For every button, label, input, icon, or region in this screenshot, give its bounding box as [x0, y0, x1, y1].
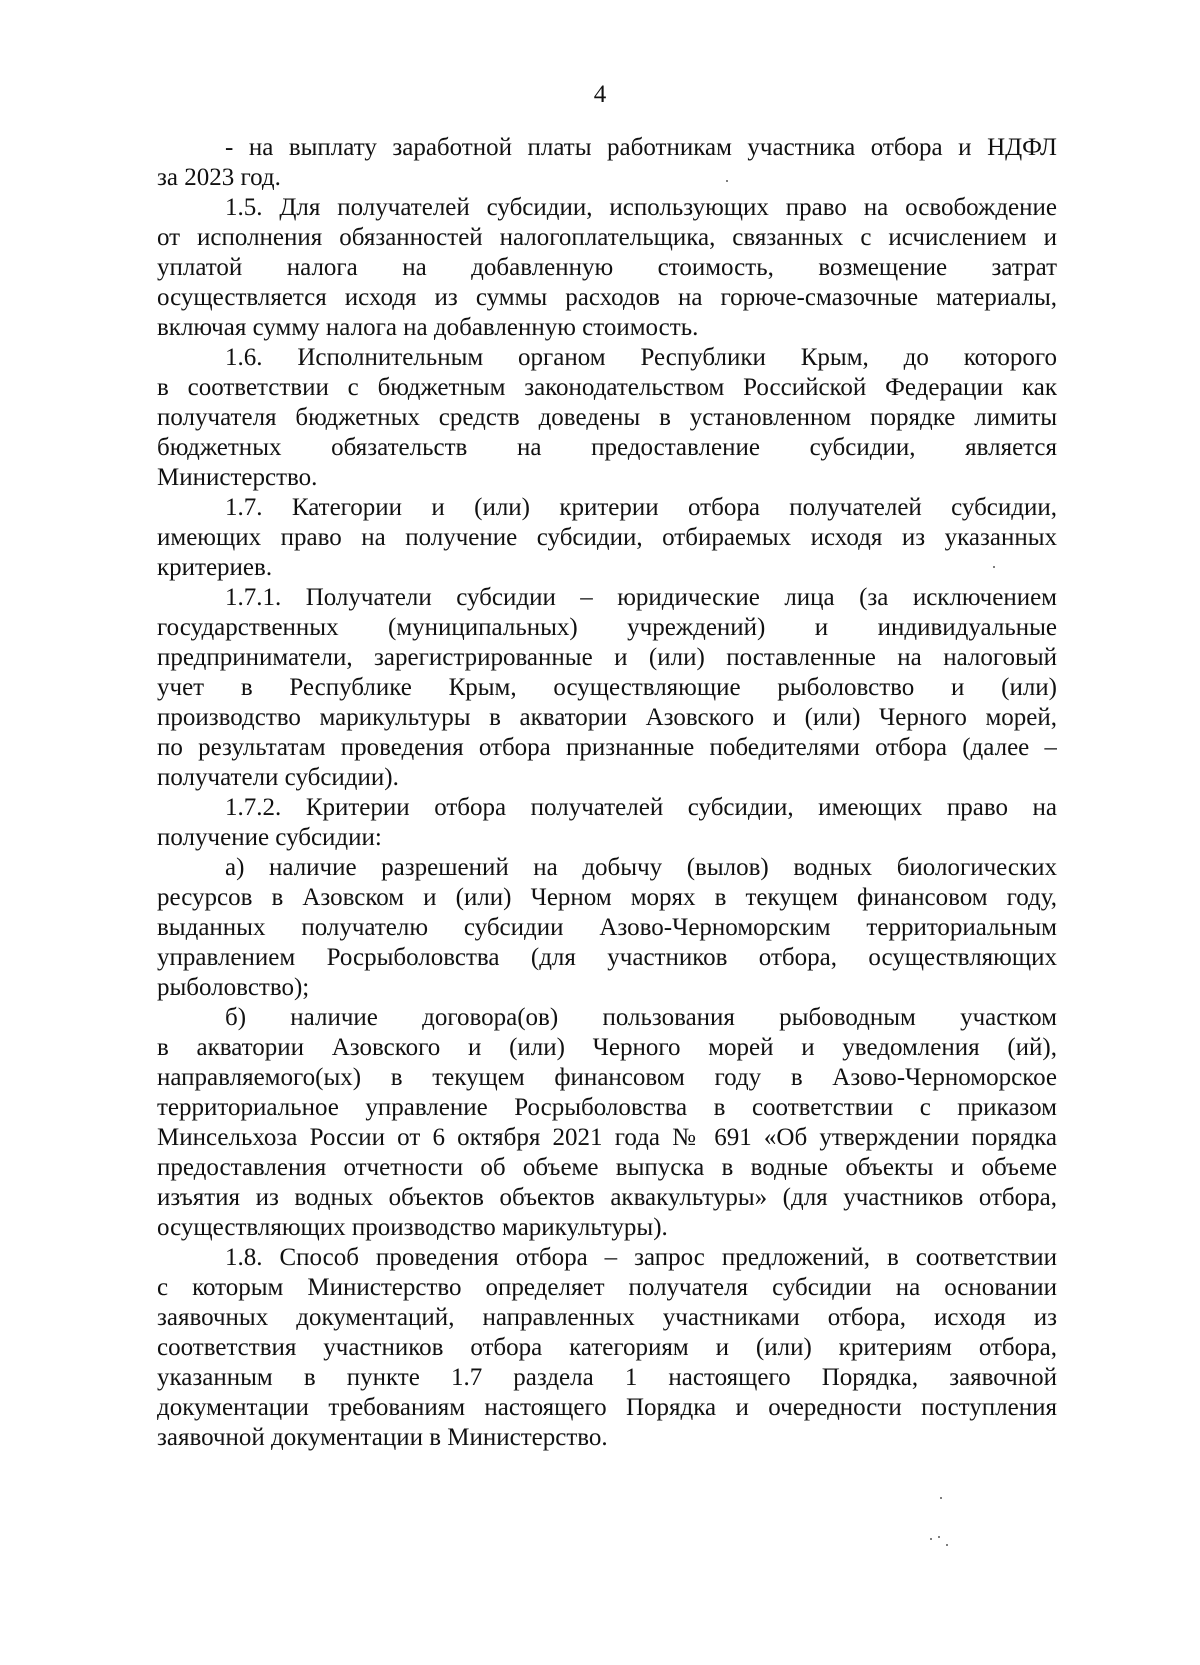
text-line: ресурсов в Азовском и (или) Черном морях в текущем финансовом году, [157, 884, 1057, 911]
scan-speck [993, 566, 995, 568]
text-line: рыболовство); [157, 974, 310, 1001]
text-line: осуществляется исходя из суммы расходов на горюче-смазочные материалы, [157, 284, 1057, 311]
text-line: за 2023 год. [157, 164, 281, 191]
paragraph [157, 343, 1057, 493]
text-line: направляемого(ых) в текущем финансовом году в Азово-Черноморское [157, 1064, 1057, 1091]
scan-speck [726, 180, 728, 182]
text-line: изъятия из водных объектов объектов аквакультуры» (для участников отбора, [157, 1184, 1057, 1211]
text-line: получателя бюджетных средств доведены в установленном порядке лимиты [157, 404, 1057, 431]
text-line: соответствия участников отбора категориям и (или) критериям отбора, [157, 1334, 1057, 1361]
scan-speck [938, 1536, 940, 1538]
page-number: 4 [593, 81, 607, 108]
text-line: уплатой налога на добавленную стоимость, возмещение затрат [157, 254, 1057, 281]
paragraph [157, 583, 1057, 793]
paragraph [157, 793, 1057, 853]
text-line: с которым Министерство определяет получателя субсидии на основании [157, 1274, 1057, 1301]
paragraph [157, 1003, 1057, 1243]
paragraph [157, 133, 1057, 193]
text-line: 1.7. Категории и (или) критерии отбора получателей субсидии, [225, 494, 1057, 521]
text-line: предприниматели, зарегистрированные и (или) поставленные на налоговый [157, 644, 1057, 671]
text-line: заявочных документаций, направленных участниками отбора, исходя из [157, 1304, 1057, 1331]
text-line: получение субсидии: [157, 824, 382, 851]
text-line: документации требованиям настоящего Порядка и очередности поступления [157, 1394, 1057, 1421]
scan-speck [946, 1544, 948, 1546]
text-line: выданных получателю субсидии Азово-Черноморским территориальным [157, 914, 1057, 941]
scan-speck [930, 1538, 932, 1540]
text-line: - на выплату заработной платы работникам участника отбора и НДФЛ [225, 134, 1057, 161]
scan-speck [940, 1497, 942, 1499]
text-line: а) наличие разрешений на добычу (вылов) водных биологических [225, 854, 1057, 881]
paragraph [157, 853, 1057, 1003]
text-line: получатели субсидии). [157, 764, 399, 791]
text-line: включая сумму налога на добавленную стоимость. [157, 314, 699, 341]
text-line: критериев. [157, 554, 273, 581]
text-line: бюджетных обязательств на предоставление субсидии, является [157, 434, 1057, 461]
text-line: имеющих право на получение субсидии, отбираемых исходя из указанных [157, 524, 1057, 551]
document-body [157, 133, 1057, 1453]
text-line: предоставления отчетности об объеме выпуска в водные объекты и объеме [157, 1154, 1057, 1181]
text-line: территориальное управление Росрыболовства в соответствии с приказом [157, 1094, 1057, 1121]
paragraph [157, 493, 1057, 583]
text-line: в соответствии с бюджетным законодательством Российской Федерации как [157, 374, 1057, 401]
text-line: государственных (муниципальных) учреждений) и индивидуальные [157, 614, 1057, 641]
text-line: от исполнения обязанностей налогоплательщика, связанных с исчислением и [157, 224, 1057, 251]
text-line: осуществляющих производство марикультуры). [157, 1214, 668, 1241]
text-line: 1.7.1. Получатели субсидии – юридические лица (за исключением [225, 584, 1057, 611]
paragraph [157, 193, 1057, 343]
text-line: 1.5. Для получателей субсидии, использующих право на освобождение [225, 194, 1057, 221]
text-line: производство марикультуры в акватории Азовского и (или) Черного морей, [157, 704, 1057, 731]
paragraph [157, 1243, 1057, 1453]
text-line: в акватории Азовского и (или) Черного морей и уведомления (ий), [157, 1034, 1057, 1061]
text-line: 1.8. Способ проведения отбора – запрос предложений, в соответствии [225, 1244, 1057, 1271]
text-line: управлением Росрыболовства (для участников отбора, осуществляющих [157, 944, 1057, 971]
text-line: 1.6. Исполнительным органом Республики Крым, до которого [225, 344, 1057, 371]
text-line: по результатам проведения отбора признанные победителями отбора (далее – [157, 734, 1057, 761]
text-line: 1.7.2. Критерии отбора получателей субсидии, имеющих право на [225, 794, 1057, 821]
text-line: Минсельхоза России от 6 октября 2021 года № 691 «Об утверждении порядка [157, 1124, 1057, 1151]
text-line: б) наличие договора(ов) пользования рыбоводным участком [225, 1004, 1057, 1031]
text-line: Министерство. [157, 464, 318, 491]
text-line: указанным в пункте 1.7 раздела 1 настоящего Порядка, заявочной [157, 1364, 1057, 1391]
text-line: учет в Республике Крым, осуществляющие рыболовство и (или) [157, 674, 1057, 701]
text-line: заявочной документации в Министерство. [157, 1424, 608, 1451]
